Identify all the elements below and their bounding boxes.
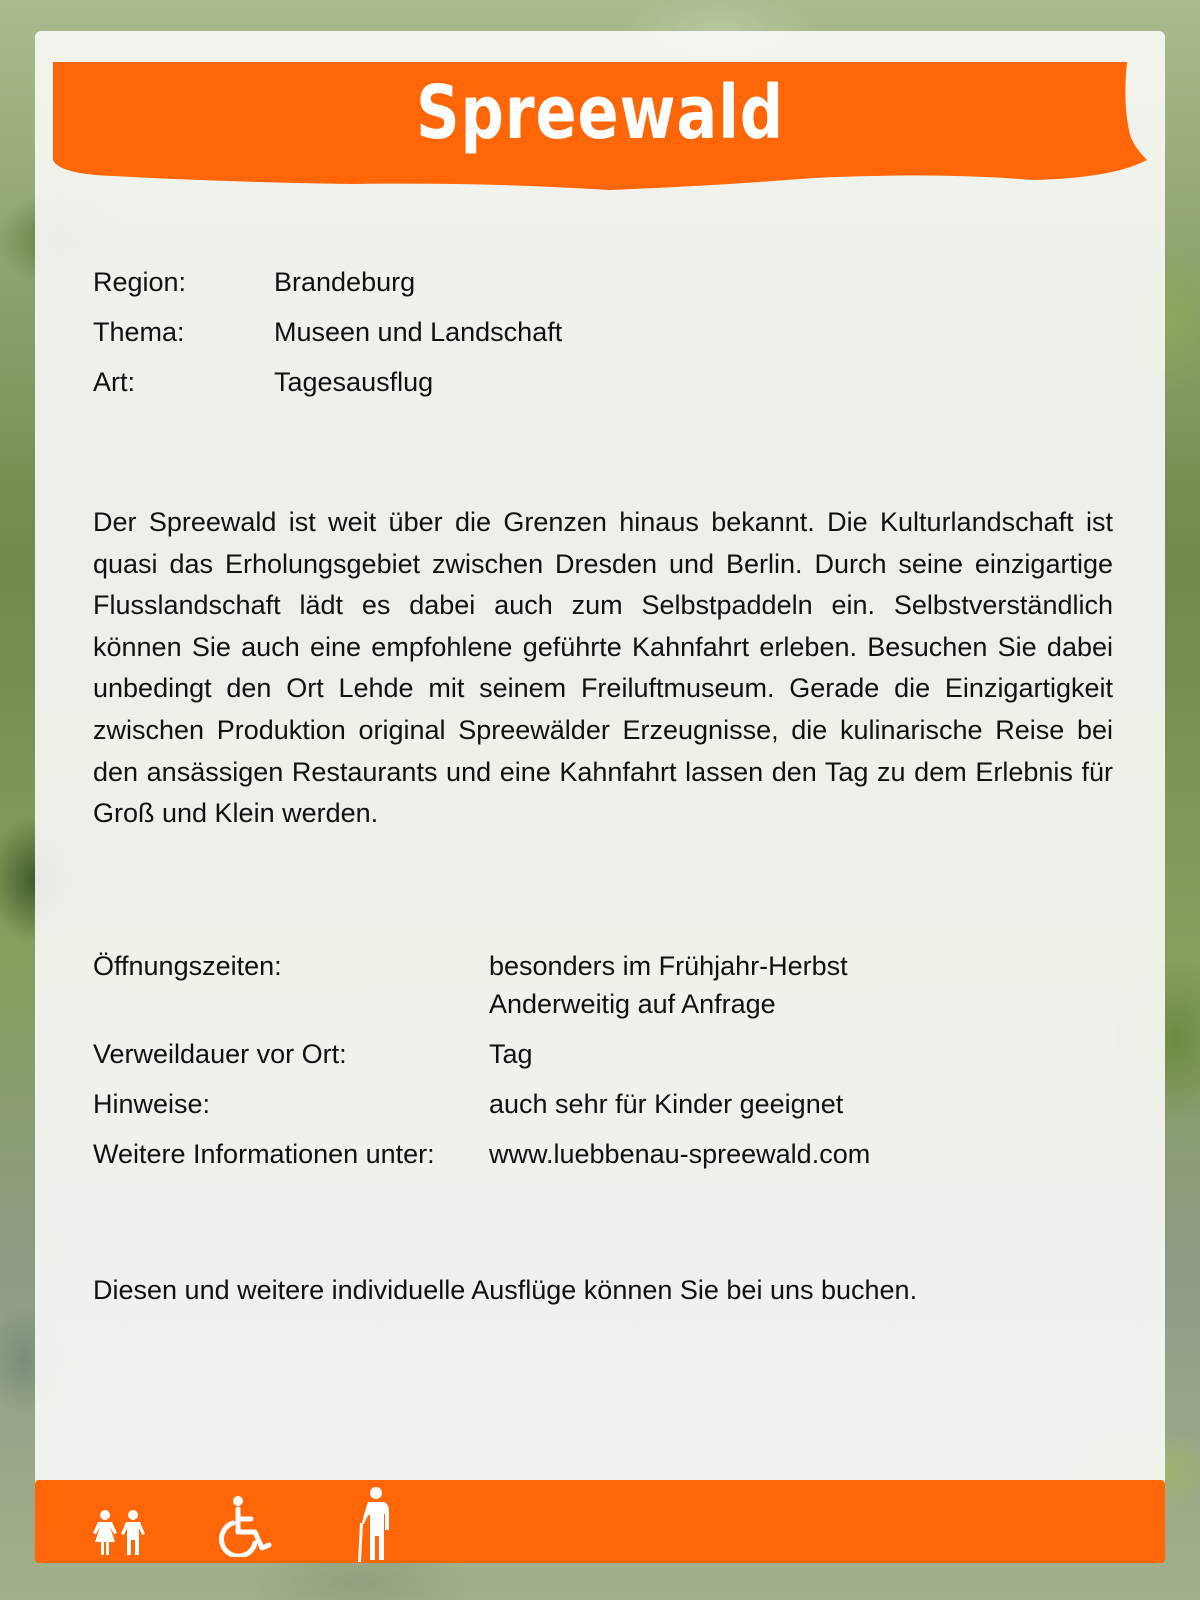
page-title: Spreewald xyxy=(415,70,785,156)
meta-table xyxy=(93,267,562,417)
info-row-website xyxy=(93,1135,870,1173)
info-value: besonders im Frühjahr-Herbst Anderweitig auf Anfrage xyxy=(489,951,848,1019)
description-paragraph: Der Spreewald ist weit über die Grenzen hinaus bekannt. Die Kulturlandschaft ist quasi das Erholungsgebiet zwischen Dresden und Berlin. Durch seine einzigartige Flusslandschaft lädt es dabei auch zum Selbstpaddeln ein. Selbstverständlich können Sie auch eine empfohlene geführte Kahnfahrt erleben. Besuchen Sie dabei unbedingt den Ort Lehde mit seinem Freiluftmuseum. Gerade die Einzigartigkeit zwischen Produktion original Spreewälder Erzeugnisse, die kulinarische Reise bei den ansässigen Restaurants und eine Kahnfahrt lassen den Tag zu dem Erlebnis für Groß und Klein werden. xyxy=(93,507,1113,829)
meta-row-region xyxy=(93,267,562,317)
info-row-opening-hours xyxy=(93,947,870,1023)
meta-label: Art: xyxy=(93,367,136,397)
meta-row-thema xyxy=(93,317,562,367)
children-icon xyxy=(91,1509,149,1557)
info-label: Öffnungszeiten: xyxy=(93,951,282,981)
wheelchair-icon xyxy=(219,1495,273,1557)
meta-row-art xyxy=(93,367,562,417)
info-label: Verweildauer vor Ort: xyxy=(93,1039,347,1069)
meta-label: Region: xyxy=(93,267,187,297)
meta-label: Thema: xyxy=(93,317,185,347)
website-link[interactable]: www.luebbenau-spreewald.com xyxy=(489,1139,871,1169)
meta-value: Tagesausflug xyxy=(274,367,434,397)
accessibility-bar xyxy=(35,1480,1165,1563)
booking-note: Diesen und weitere individuelle Ausflüge können Sie bei uns buchen. xyxy=(93,1275,918,1305)
meta-value: Museen und Landschaft xyxy=(274,317,563,347)
info-label: Weitere Informationen unter: xyxy=(93,1139,435,1169)
title-banner xyxy=(53,62,1147,190)
info-label: Hinweise: xyxy=(93,1089,211,1119)
excursion-card xyxy=(35,31,1165,1563)
senior-icon xyxy=(353,1486,393,1562)
info-value: Tag xyxy=(489,1039,533,1069)
info-value: auch sehr für Kinder geeignet xyxy=(489,1089,844,1119)
info-row-notes xyxy=(93,1085,870,1123)
info-row-duration xyxy=(93,1035,870,1073)
info-table xyxy=(93,947,870,1185)
meta-value: Brandeburg xyxy=(274,267,416,297)
